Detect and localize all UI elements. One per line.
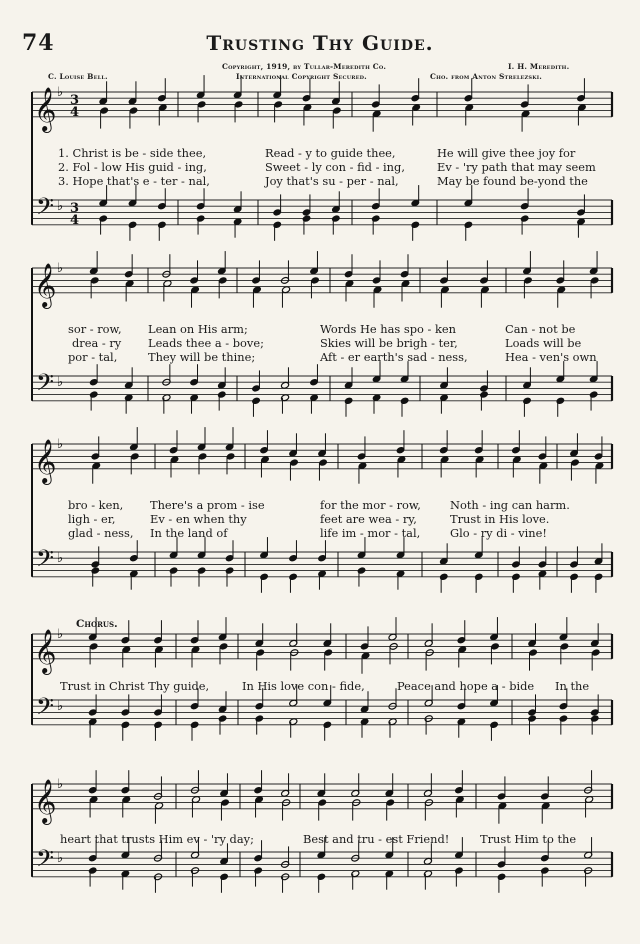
time-signature: 4: [70, 213, 80, 228]
lyric-line: Can - not be: [505, 322, 576, 336]
lyric-line: Best and tru - est Friend!: [303, 832, 450, 846]
lyric-line: for the mor - row,: [320, 498, 421, 512]
flat-icon: ♭: [57, 699, 64, 715]
lyricist-credit: C. Louise Bell.: [48, 72, 108, 81]
note-head: [497, 873, 506, 881]
note-head: [89, 391, 98, 399]
hymn-title: Trusting Thy Guide.: [206, 31, 434, 55]
note-head: [331, 215, 340, 223]
lyric-line: Sweet - ly con - fid - ing,: [265, 160, 405, 174]
flat-icon: ♭: [57, 551, 64, 567]
note-head: [344, 397, 353, 405]
note-head: [91, 567, 100, 575]
note-head: [273, 221, 282, 229]
note-head: [590, 715, 599, 723]
lyric-line: Lean on His arm;: [148, 322, 248, 336]
note-head: [218, 715, 227, 723]
bass-clef-icon: 𝄢: [36, 692, 55, 726]
note-head: [302, 215, 311, 223]
lyric-line: Leads thee a - bove;: [148, 336, 264, 350]
note-head: [589, 391, 598, 399]
note-head: [474, 573, 483, 581]
chorus-label: Chorus.: [76, 618, 118, 630]
flat-icon: ♭: [57, 261, 64, 276]
lyric-line: drea - ry: [72, 336, 122, 350]
note-head: [190, 721, 199, 729]
note-head: [489, 721, 498, 729]
chorus-source-credit: Cho. from Anton Strelezski.: [430, 72, 543, 81]
flat-icon: ♭: [57, 777, 64, 792]
treble-clef-icon: 𝄞: [34, 778, 57, 823]
note-head: [88, 867, 97, 875]
lyric-line: Noth - ing can harm.: [450, 498, 570, 512]
bass-clef-icon: 𝄢: [36, 368, 55, 402]
note-head: [511, 573, 520, 581]
note-head: [153, 721, 162, 729]
lyric-line: heart that trusts Him ev - 'ry day;: [60, 832, 254, 846]
note-head: [169, 567, 178, 575]
note-head: [317, 873, 326, 881]
lyric-line: Hea - ven's own: [505, 350, 597, 364]
lyric-line: Joy that's su - per - nal,: [265, 174, 399, 188]
note-head: [157, 221, 166, 229]
treble-clef-icon: 𝄞: [34, 438, 57, 483]
note-head: [128, 221, 137, 229]
lyric-line: glad - ness,: [68, 526, 134, 540]
note-head: [220, 873, 229, 881]
note-head: [556, 397, 565, 405]
lyric-line: bro - ken,: [68, 498, 124, 512]
treble-clef-icon: 𝄞: [34, 86, 57, 131]
lyric-line: Loads will be: [505, 336, 582, 350]
lyric-line: Ev - 'ry path that may seem: [437, 160, 596, 174]
note-head: [479, 391, 488, 399]
lyric-line: sor - row,: [68, 322, 122, 336]
note-head: [357, 567, 366, 575]
bass-clef-icon: 𝄢: [36, 844, 55, 878]
note-head: [289, 573, 298, 581]
lyric-line: feet are wea - ry,: [320, 512, 417, 526]
lyric-line: ligh - er,: [68, 512, 116, 526]
flat-icon: ♭: [57, 199, 64, 215]
lyric-line: 1. Christ is be - side thee,: [58, 146, 207, 160]
time-signature: 3: [70, 201, 80, 216]
lyric-line: Trust Him to the: [480, 832, 577, 846]
lyric-line: Read - y to guide thee,: [265, 146, 396, 160]
note-head: [559, 715, 568, 723]
treble-clef-icon: 𝄞: [34, 262, 57, 307]
lyric-line: May be found be-yond the: [437, 174, 588, 188]
flat-icon: ♭: [57, 85, 64, 100]
note-head: [594, 573, 603, 581]
lyric-line: There's a prom - ise: [150, 498, 265, 512]
time-signature: 3: [70, 93, 80, 108]
lyric-line: He will give thee joy for: [437, 146, 576, 160]
note-head: [196, 215, 205, 223]
copyright-secured: International Copyright Secured.: [236, 72, 367, 81]
note-head: [254, 867, 263, 875]
note-head: [400, 397, 409, 405]
lyric-line: Glo - ry di - vine!: [450, 526, 547, 540]
copyright-line: Copyright, 1919, by Tullar-Meredith Co.: [222, 62, 387, 71]
lyric-line: Aft - er earth's sad - ness,: [320, 350, 468, 364]
treble-clef-icon: 𝄞: [34, 628, 57, 673]
note-head: [255, 715, 264, 723]
note-head: [323, 721, 332, 729]
lyric-line: por - tal,: [68, 350, 118, 364]
note-head: [522, 397, 531, 405]
lyric-line: 2. Fol - low His guid - ing,: [58, 160, 207, 174]
note-head: [225, 567, 234, 575]
note-head: [217, 391, 226, 399]
bass-clef-icon: 𝄢: [36, 544, 55, 578]
lyric-line: Skies will be brigh - ter,: [320, 336, 458, 350]
note-head: [371, 215, 380, 223]
lyric-line: In the land of: [150, 526, 228, 540]
note-head: [569, 573, 578, 581]
lyric-line: Trust in Christ Thy guide,: [60, 679, 210, 693]
lyric-line: In the: [555, 679, 590, 693]
note-head: [520, 215, 529, 223]
note-head: [252, 397, 261, 405]
lyric-line: life im - mor - tal,: [320, 526, 421, 540]
lyric-line: Ev - en when thy: [150, 512, 247, 526]
bass-clef-icon: 𝄢: [36, 192, 55, 226]
lyric-line: Words He has spo - ken: [320, 322, 456, 336]
note-head: [411, 221, 420, 229]
note-head: [464, 221, 473, 229]
note-head: [439, 573, 448, 581]
note-head: [260, 573, 269, 581]
flat-icon: ♭: [57, 375, 64, 391]
note-head: [99, 215, 108, 223]
flat-icon: ♭: [57, 851, 64, 867]
note-head: [454, 867, 463, 875]
lyric-line: 3. Hope that's e - ter - nal,: [58, 174, 210, 188]
time-signature: 4: [70, 105, 80, 120]
note-head: [540, 867, 549, 875]
note-head: [197, 567, 206, 575]
lyric-line: In His love con - fide,: [242, 679, 365, 693]
page-number: 74: [22, 30, 55, 56]
lyric-line: Peace and hope a - bide: [397, 679, 535, 693]
lyric-line: They will be thine;: [148, 350, 256, 364]
composer-credit: I. H. Meredith.: [508, 62, 570, 71]
note-head: [121, 721, 130, 729]
note-head: [528, 715, 537, 723]
flat-icon: ♭: [57, 627, 64, 642]
flat-icon: ♭: [57, 437, 64, 452]
lyric-line: Trust in His love.: [450, 512, 550, 526]
